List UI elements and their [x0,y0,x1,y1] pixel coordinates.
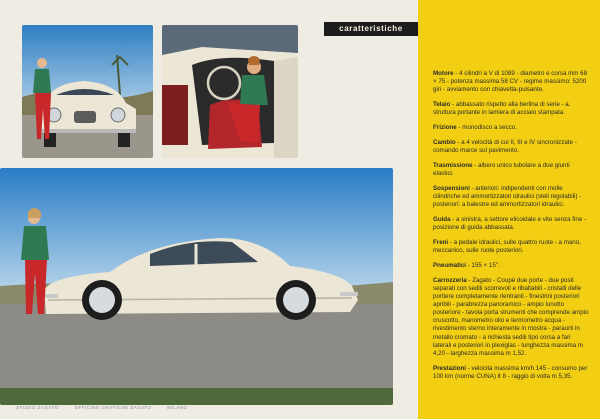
spec-label: Frizione [433,124,457,132]
spec-label: Guida [433,216,451,223]
spec-label: Prestazioni [433,364,467,372]
spec-item [433,262,589,270]
spec-text: - albero unico tubolare a due giunti elastici. [433,161,570,178]
spec-text: - Zagato - Coupé due porte - due posti separati con sedili scorrevoli e ribaltabili - cristalli delle portiere completamente rientranti - finestrini posteriori apribili - parabrezza panoramico - ampio lunotto posteriore - tavola porta strumenti che comprende ampio cruscotto, manometro olio e termometro acqua - rivestimento sterno interamente in mostra - paraurti in metallo cromato - a richiesta sedili tipo corsa a fari laterali e posteriori in plexiglas - lunghezza massima m 4,20 - larghezza massima m 1,52. [433,276,589,357]
spec-text: - a 4 velocità di cui II, III e IV sincronizzate - comando marce sul pavimento. [433,138,577,155]
spec-item [433,101,589,117]
spec-label: Motore [433,70,454,77]
spec-label: Telaio [433,101,451,109]
photo-interior [162,25,298,158]
specs-list [433,70,589,388]
section-title-tab [324,22,418,34]
photo-front-view [22,25,153,158]
footer-credits [16,405,396,410]
photo-side-view [0,168,393,405]
spec-text: - a sinistra, a settore elicoidale e vite senza fine - posizione di guida abbassata. [433,216,587,232]
spec-item [433,216,589,232]
footer-credit: OFFICINE GRAFICHE ZAGATO [74,405,152,410]
section-title: caratteristiche [339,23,403,33]
spec-label: Carrozzeria [433,276,467,284]
spec-label: Freni [433,238,449,246]
spec-item [433,365,589,381]
spec-item [433,239,589,255]
spec-item [433,185,589,209]
spec-label: Sospensioni [433,184,470,192]
spec-label: Trasmissione [433,161,473,169]
footer-credit: MILANO [167,405,188,410]
section-title-rule [324,34,418,36]
footer-credit: STUDIO ZAGATO [16,405,59,410]
spec-item [433,70,589,94]
spec-text: - 155 × 15". [466,261,500,269]
spec-text: - abbassato rispetto alla berlina di serie - a. struttura portante in lamiera di acciaio stampata. [433,101,571,117]
spec-label: Cambio [433,138,456,146]
spec-item [433,124,589,132]
spec-text: - 4 cilindri a V di 1089 - diametro e corsa mm 68 × 75 - potenza massima 58 CV - regime massimo: 5200 giri - avviamento con chiavetta-pulsante. [433,70,588,94]
spec-item [433,139,589,155]
spec-text: - a pedale idraulici, sulle quattro ruote - a mano, meccanico, sulle ruote posteriori. [433,238,581,255]
spec-text: - anteriori: indipendenti con molle cilindriche ed ammortizzatori idraulici (steli regolabili) - posteriori: a balestre ed ammortizzatori idraulici. [433,184,582,209]
spec-label: Pneumatici [433,261,467,269]
spec-item [433,277,589,358]
spec-item [433,162,589,178]
spec-text: - monodisco a secco. [456,124,517,132]
spec-text: - velocità massima km/h 145 - consumo per 100 km (norme CUNA) lt 8 - raggio di volta m 5,35. [433,364,588,380]
